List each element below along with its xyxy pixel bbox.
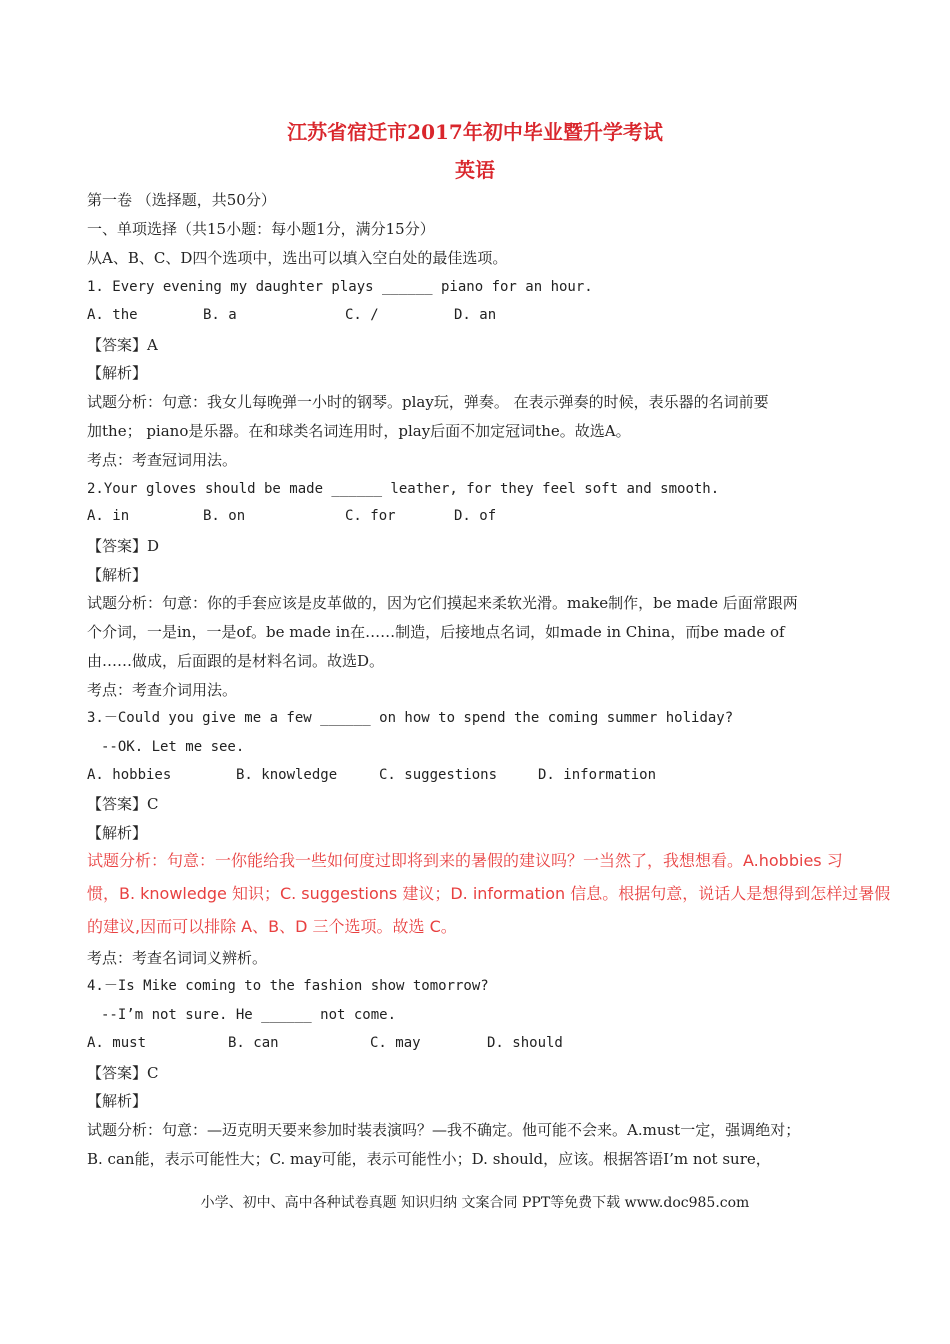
q1-option-b: B. a [203,307,237,323]
part-heading: 第一卷 （选择题，共50分） [87,191,276,209]
q4-analysis-label: 【解析】 [87,1092,148,1110]
q4-option-b: B. can [228,1035,279,1051]
q1-option-c: C. / [345,307,379,323]
q4-option-d: D. should [487,1035,563,1051]
q3-point: 考点：考查名词词义辨析。 [87,949,268,967]
q3-analysis-label: 【解析】 [87,824,148,842]
q2-option-a: A. in [87,508,130,524]
q1-analysis-label: 【解析】 [87,364,148,382]
q1-answer: 【答案】A [87,336,158,354]
q1-stem: 1. Every evening my daughter plays ______ piano for an hour. [87,279,593,295]
page-title: 江苏省宿迁市2017年初中毕业暨升学考试 [287,120,663,144]
q4-analysis-line1: 试题分析：句意：—迈克明天要来参加时装表演吗？—我不确定。他可能不会来。A.must一定，强调绝对； [87,1121,801,1139]
q3-option-a: A. hobbies [87,767,172,783]
page-footer: 小学、初中、高中各种试卷真题 知识归纳 文案合同 PPT等免费下载 www.doc985.com [200,1195,750,1211]
q3-analysis-line3: 的建议,因而可以排除 A、B、D 三个选项。故选 C。 [87,917,457,936]
q4-answer: 【答案】C [87,1064,159,1082]
q1-option-d: D. an [454,307,497,323]
q2-option-b: B. on [203,508,246,524]
q2-option-c: C. for [345,508,396,524]
q3-analysis-line1: 试题分析：句意：一你能给我一些如何度过即将到来的暑假的建议吗？一当然了，我想想看。A.hobbies 习 [87,851,843,870]
q3-analysis-line2: 惯，B. knowledge 知识；C. suggestions 建议；D. information 信息。根据句意，说话人是想得到怎样过暑假 [87,884,891,903]
q3-stem: 3.－Could you give me a few ______ on how to spend the coming summer holiday? [87,710,734,726]
q2-analysis-line2: 个介词，一是in，一是of。be made in在……制造，后接地点名词，如made in China，而be made of [87,623,785,641]
q3-reply: --OK. Let me see. [101,739,245,755]
q3-answer: 【答案】C [87,795,159,813]
q1-option-a: A. the [87,307,138,323]
instruction-text: 从A、B、C、D四个选项中，选出可以填入空白处的最佳选项。 [87,249,508,267]
q4-stem: 4.－Is Mike coming to the fashion show tomorrow? [87,978,489,994]
q2-answer: 【答案】D [87,537,160,555]
q1-analysis-line1: 试题分析：句意：我女儿每晚弹一小时的钢琴。play玩，弹奏。 在表示弹奏的时候，表乐器的名词前要 [87,393,769,411]
q2-point: 考点：考查介词用法。 [87,681,238,699]
q4-reply: --I’m not sure. He ______ not come. [101,1007,397,1023]
q2-option-d: D. of [454,508,497,524]
q2-analysis-label: 【解析】 [87,566,148,584]
q4-analysis-line2: B. can能，表示可能性大；C. may可能，表示可能性小；D. should，应该。根据答语I’m not sure， [87,1150,771,1168]
q1-analysis-line2: 加the； piano是乐器。在和球类名词连用时，play后面不加定冠词the。故选A。 [87,422,631,440]
q2-stem: 2.Your gloves should be made ______ leather, for they feel soft and smooth. [87,481,720,497]
q3-option-b: B. knowledge [236,767,338,783]
q1-point: 考点：考查冠词用法。 [87,451,238,469]
q3-option-c: C. suggestions [379,767,498,783]
q2-analysis-line1: 试题分析：句意：你的手套应该是皮革做的，因为它们摸起来柔软光滑。make制作，be made 后面常跟两 [87,594,798,612]
page-subtitle: 英语 [455,158,495,182]
q2-analysis-line3: 由……做成，后面跟的是材料名词。故选D。 [87,652,385,670]
q4-option-a: A. must [87,1035,147,1051]
section-heading: 一、单项选择（共15小题：每小题1分，满分15分） [87,220,435,238]
q3-option-d: D. information [538,767,657,783]
q4-option-c: C. may [370,1035,421,1051]
